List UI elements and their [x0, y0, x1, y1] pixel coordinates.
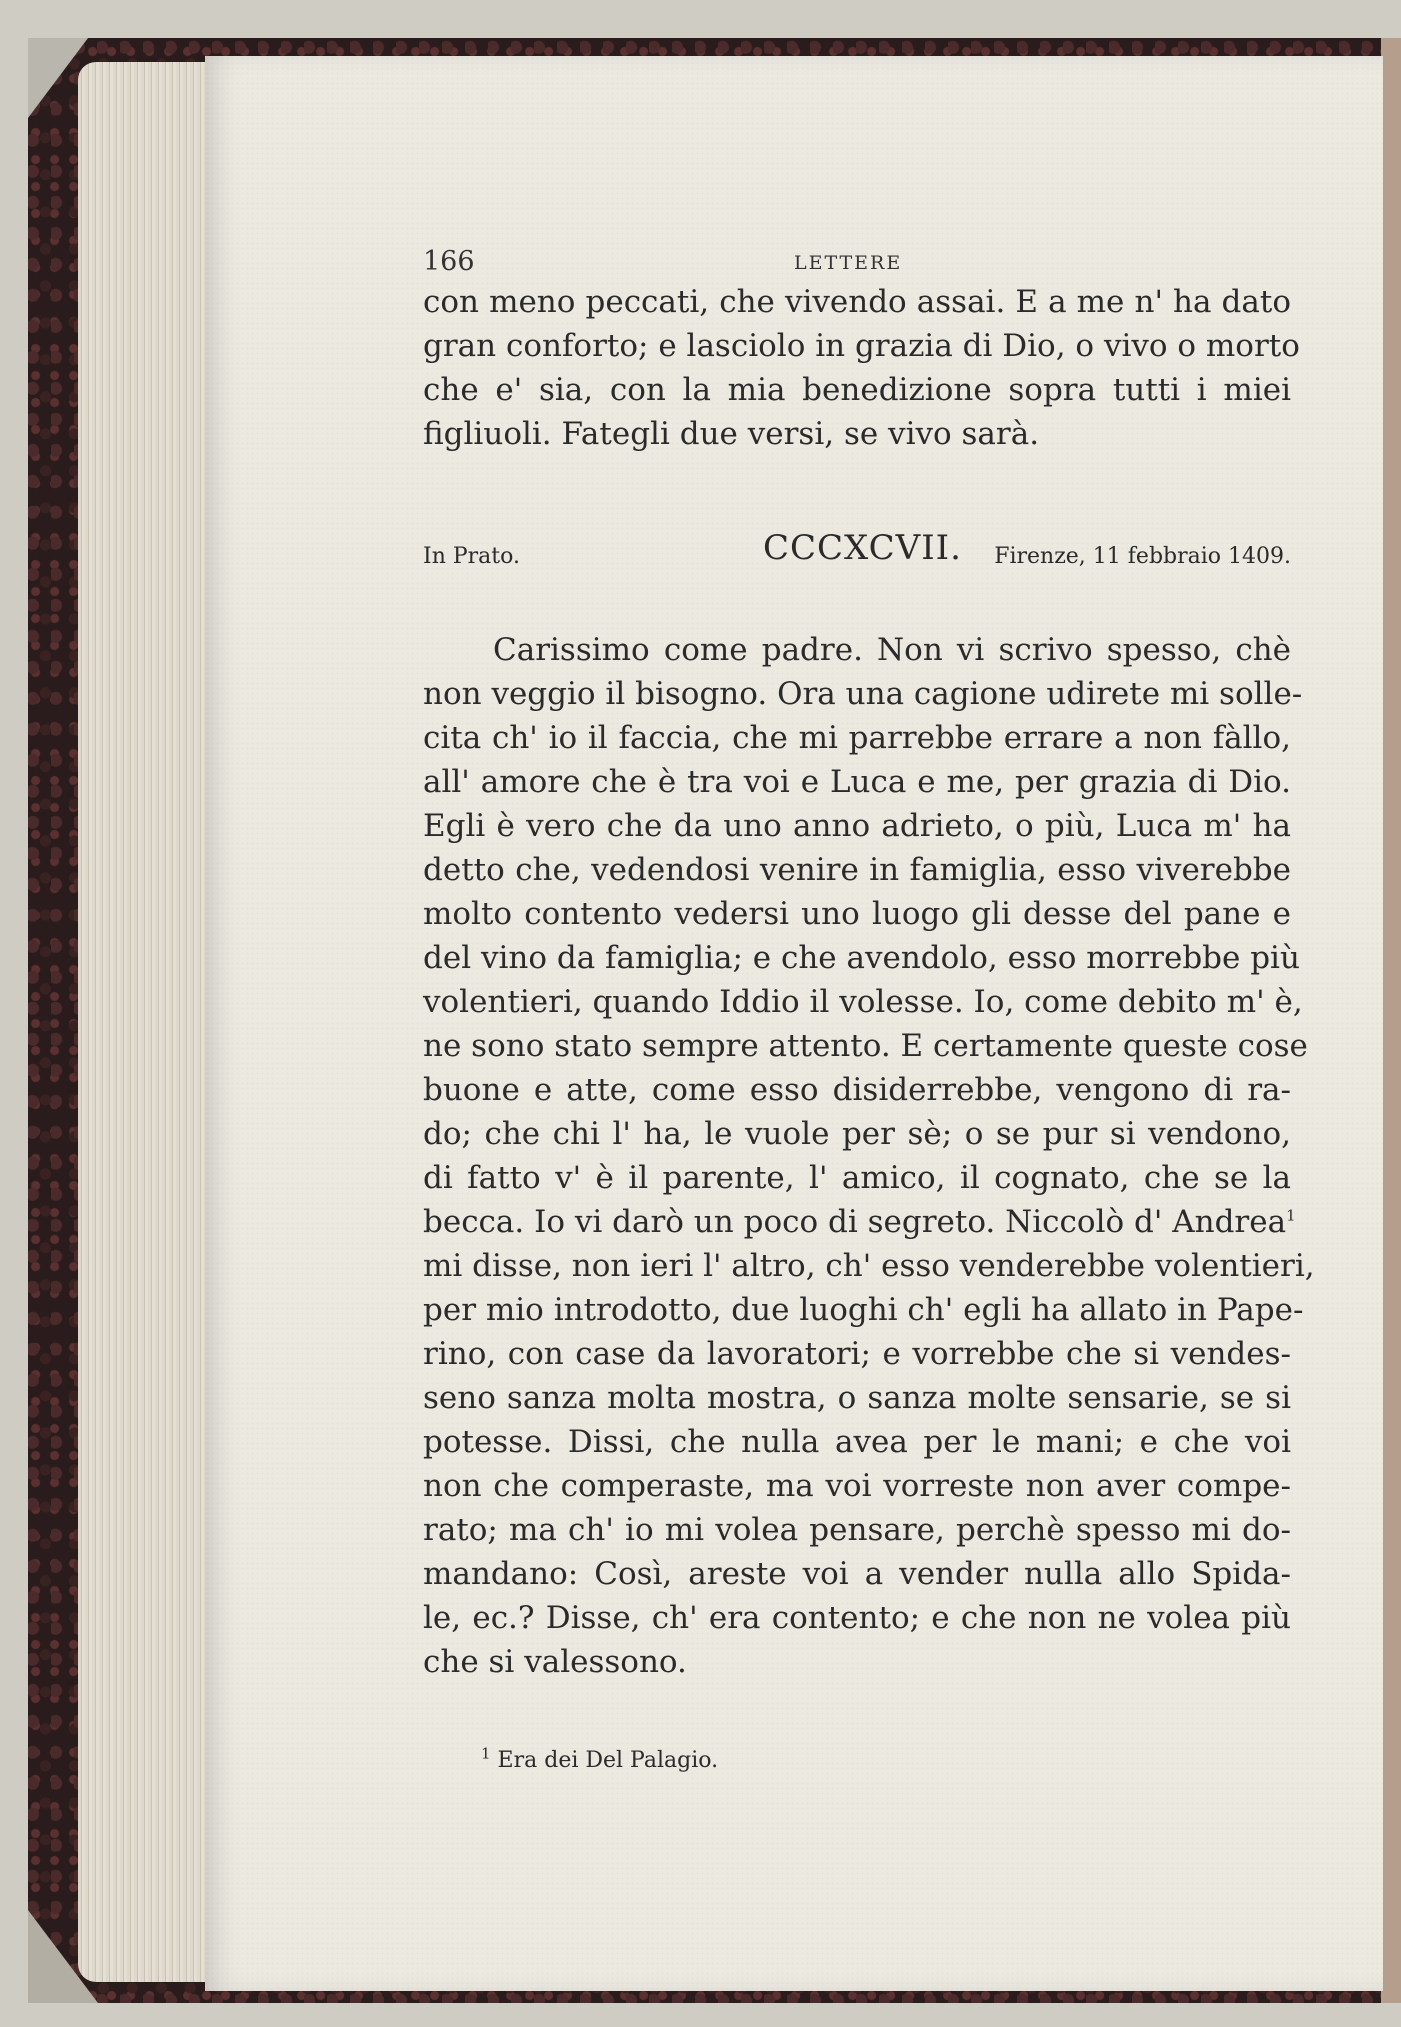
text-block — [423, 242, 1315, 1773]
text-line: mandano: Così, areste voi a vender nulla allo Spida- — [423, 1556, 1291, 1592]
footnote-reference: 1 — [1286, 1206, 1296, 1225]
letter-place: In Prato. — [423, 544, 520, 569]
text-line: Carissimo come padre. Non vi scrivo spesso, chè — [493, 632, 1291, 668]
text-line: gran conforto; e lasciolo in grazia di Dio, o vivo o morto — [423, 328, 1300, 364]
text-line: all' amore che è tra voi e Luca e me, per grazia di Dio. — [423, 764, 1291, 800]
text-line: per mio introdotto, due luoghi ch' egli ha allato in Pape- — [423, 1292, 1304, 1328]
letter-body — [423, 628, 1315, 1684]
letter-heading — [423, 526, 1291, 578]
letter-number: CCCXCVII. — [763, 528, 962, 568]
book-page — [205, 56, 1383, 1991]
text-line: potesse. Dissi, che nulla avea per le mani; e che voi — [423, 1424, 1291, 1460]
text-line: di fatto v' è il parente, l' amico, il cognato, che se la — [423, 1160, 1291, 1196]
text-line: rino, con case da lavoratori; e vorrebbe che si vendes- — [423, 1336, 1291, 1372]
footnote — [423, 1744, 1291, 1773]
letter-date: Firenze, 11 febbraio 1409. — [994, 544, 1291, 569]
text-line: del vino da famiglia; e che avendolo, esso morrebbe più — [423, 940, 1300, 976]
text-line: figliuoli. Fategli due versi, se vivo sarà. — [423, 416, 1040, 452]
continuation-paragraph — [423, 280, 1300, 456]
text-line: volentieri, quando Iddio il volesse. Io, come debito m' è, — [423, 984, 1303, 1020]
text-line: seno sanza molta mostra, o sanza molte sensarie, se si — [423, 1380, 1291, 1416]
page-header — [423, 242, 1291, 280]
cover-right-edge — [1381, 38, 1401, 2003]
page-number: 166 — [423, 246, 475, 277]
text-line: rato; ma ch' io mi volea pensare, perchè spesso mi do- — [423, 1512, 1291, 1548]
text-line: buone e atte, come esso disiderrebbe, vengono di ra- — [423, 1072, 1291, 1108]
text-line: le, ec.? Disse, ch' era contento; e che non ne volea più — [423, 1600, 1291, 1636]
text-line: che e' sia, con la mia benedizione sopra tutti i miei — [423, 372, 1291, 408]
text-line: cita ch' io il faccia, che mi parrebbe errare a non fàllo, — [423, 720, 1291, 756]
text-line: mi disse, non ieri l' altro, ch' esso venderebbe volentieri, — [423, 1248, 1315, 1284]
text-line-with-note — [423, 1200, 1296, 1244]
text-line: non che comperaste, ma voi vorreste non aver compe- — [423, 1468, 1291, 1504]
text-line: do; che chi l' ha, le vuole per sè; o se pur si vendono, — [423, 1116, 1291, 1152]
text-line: con meno peccati, che vivendo assai. E a me n' ha dato — [423, 284, 1291, 320]
running-title: LETTERE — [794, 252, 903, 274]
text-line: che si valessono. — [423, 1644, 687, 1680]
text-line: detto che, vedendosi venire in famiglia, esso viverebbe — [423, 852, 1291, 888]
footnote-text: Era dei Del Palagio. — [497, 1748, 719, 1773]
text-line: Egli è vero che da uno anno adrieto, o più, Luca m' ha — [423, 808, 1291, 844]
text-line: ne sono stato sempre attento. E certamente queste cose — [423, 1028, 1308, 1064]
text-line: molto contento vedersi uno luogo gli desse del pane e — [423, 896, 1291, 932]
footnote-marker: 1 — [481, 1744, 491, 1763]
text-line: becca. Io vi darò un poco di segreto. Niccolò d' Andrea — [423, 1204, 1287, 1240]
text-line: non veggio il bisogno. Ora una cagione udirete mi solle- — [423, 676, 1303, 712]
